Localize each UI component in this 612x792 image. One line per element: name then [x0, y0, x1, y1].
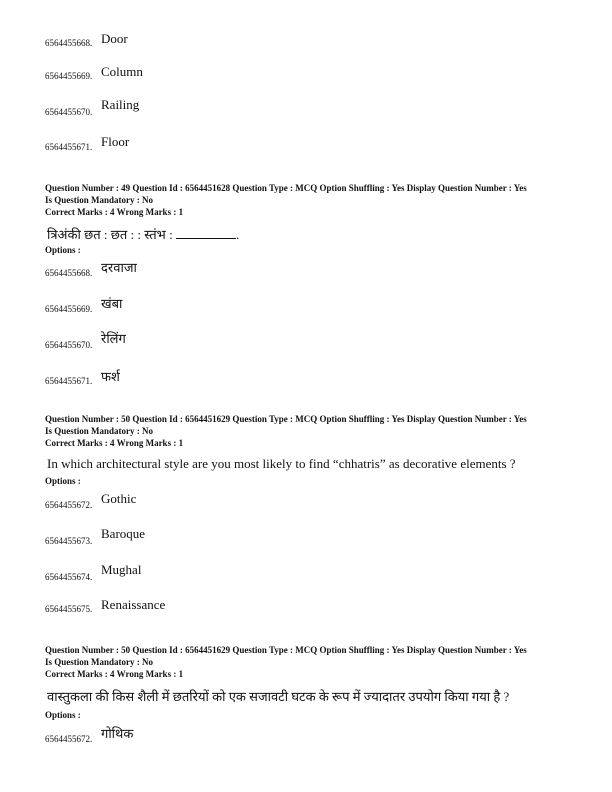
- question-meta-line: Is Question Mandatory : No: [45, 657, 154, 667]
- option-text: Gothic: [101, 491, 137, 506]
- option-text: फर्श: [101, 369, 120, 384]
- options-label: Options :: [45, 710, 81, 720]
- question-marks: Correct Marks : 4 Wrong Marks : 1: [45, 669, 184, 679]
- option-text: खंबा: [101, 296, 123, 311]
- option-id: 6564455668.: [45, 268, 93, 278]
- option-id: 6564455669.: [45, 71, 93, 81]
- option-text: Mughal: [101, 562, 142, 577]
- option-text: Column: [101, 64, 143, 79]
- question-text: [47, 225, 239, 243]
- option-text: रेलिंग: [101, 331, 126, 346]
- question-meta-line: Question Number : 50 Question Id : 6564451629 Question Type : MCQ Option Shuffling : Yes Display Question Number : Yes: [45, 414, 527, 424]
- option-id: 6564455671.: [45, 142, 93, 152]
- option-id: 6564455674.: [45, 572, 93, 582]
- option-text: Baroque: [101, 526, 146, 541]
- question-text: वास्तुकला की किस शैली में छतरियों को एक सजावटी घटक के रूप में ज्यादातर उपयोग किया गया है ?: [47, 689, 510, 704]
- question-meta-line: Is Question Mandatory : No: [45, 195, 154, 205]
- question-marks: Correct Marks : 4 Wrong Marks : 1: [45, 438, 184, 448]
- question-meta-line: Is Question Mandatory : No: [45, 426, 154, 436]
- question-marks: Correct Marks : 4 Wrong Marks : 1: [45, 207, 184, 217]
- option-id: 6564455671.: [45, 376, 93, 386]
- option-id: 6564455669.: [45, 304, 93, 314]
- question-text-prefix: त्रिअंकी छत : छत : : स्तंभ :: [47, 227, 173, 242]
- option-id: 6564455675.: [45, 604, 93, 614]
- option-id: 6564455672.: [45, 500, 93, 510]
- answer-blank: [176, 228, 236, 239]
- options-label: Options :: [45, 245, 81, 255]
- question-meta-line: Question Number : 49 Question Id : 6564451628 Question Type : MCQ Option Shuffling : Yes Display Question Number : Yes: [45, 183, 527, 193]
- option-id: 6564455668.: [45, 38, 93, 48]
- option-text: Door: [101, 31, 128, 46]
- option-text: दरवाजा: [101, 260, 137, 275]
- option-id: 6564455672.: [45, 734, 93, 744]
- option-id: 6564455673.: [45, 536, 93, 546]
- question-text: In which architectural style are you most likely to find “chhatris” as decorative elements ?: [47, 456, 516, 471]
- option-id: 6564455670.: [45, 107, 93, 117]
- question-text-suffix: .: [235, 227, 240, 242]
- option-text: गोथिक: [101, 726, 134, 741]
- options-label: Options :: [45, 476, 81, 486]
- option-text: Floor: [101, 134, 130, 149]
- option-id: 6564455670.: [45, 340, 93, 350]
- option-text: Renaissance: [101, 597, 166, 612]
- option-text: Railing: [101, 97, 140, 112]
- question-meta-line: Question Number : 50 Question Id : 6564451629 Question Type : MCQ Option Shuffling : Yes Display Question Number : Yes: [45, 645, 527, 655]
